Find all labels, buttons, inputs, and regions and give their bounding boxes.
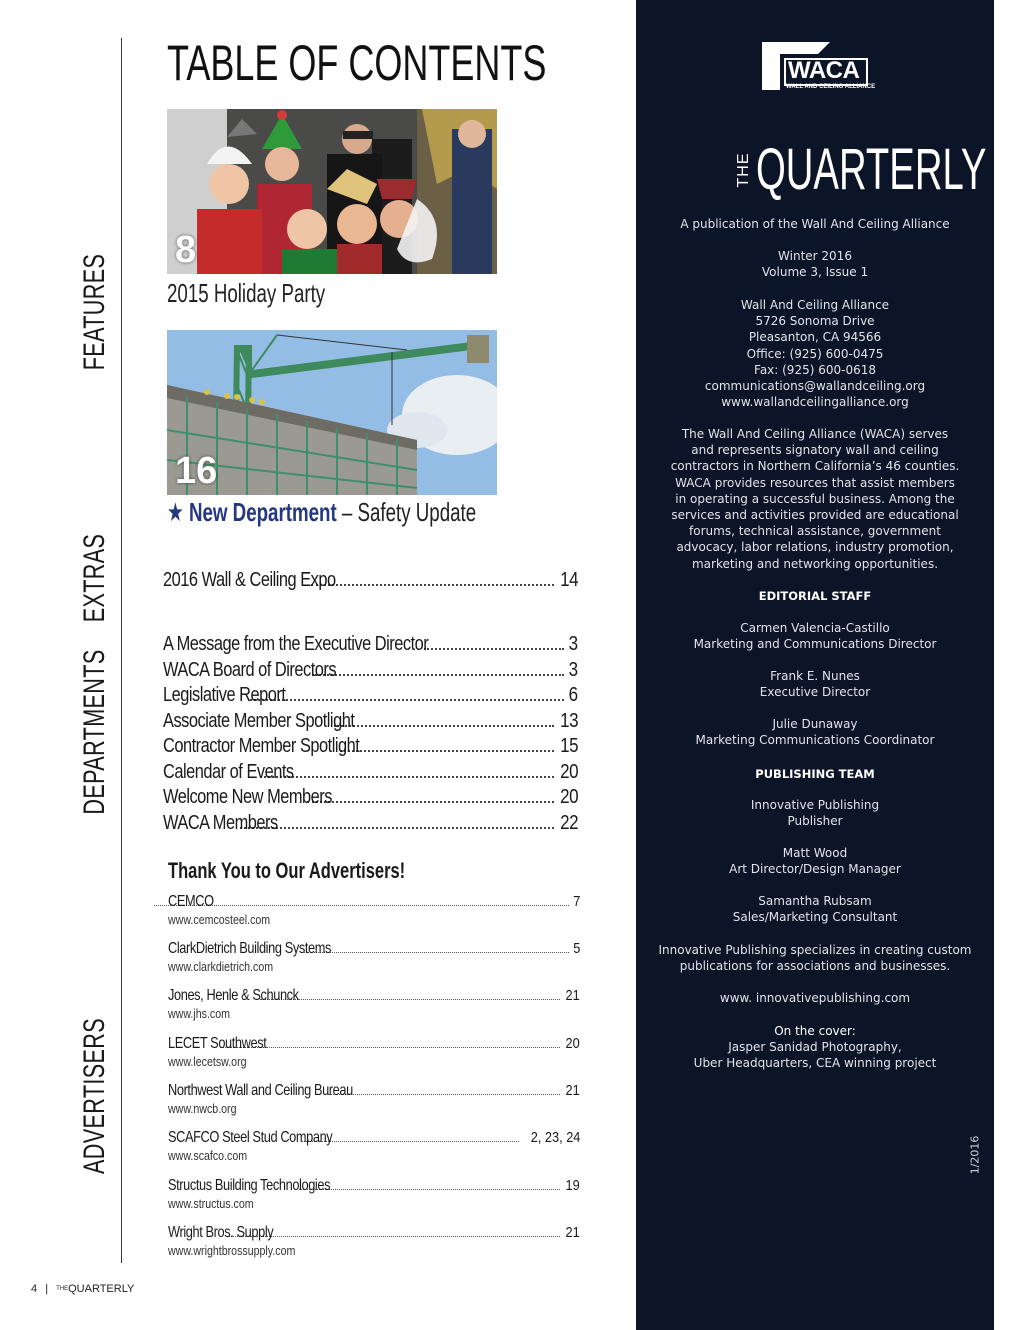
waca-logo-subtext: WALL AND CEILING ALLIANCE <box>786 84 876 90</box>
feature-caption-rest: – Safety Update <box>336 497 477 527</box>
advertiser-page: 5 <box>572 940 580 957</box>
toc-entry-expo[interactable] <box>163 569 578 592</box>
toc-entry-page: 14 <box>560 569 578 591</box>
footer-separator: | <box>45 1283 49 1295</box>
staff-entry: Frank E. Nunes Executive Director <box>759 669 871 700</box>
section-label-features: FEATURES <box>78 253 111 371</box>
toc-entry-board[interactable] <box>163 659 578 682</box>
toc-entry-label: A Message from the Executive Director <box>163 633 429 655</box>
toc-entry-label: Calendar of Events <box>163 761 294 783</box>
dot-leader <box>340 750 554 752</box>
advertiser-name: CEMCO <box>168 893 214 910</box>
advertisers-heading: Thank You to Our Advertisers! <box>168 858 406 883</box>
dot-leader <box>260 999 560 1000</box>
advertiser-url[interactable]: www.clarkdietrich.com <box>168 960 274 974</box>
advertiser-page: 2, 23, 24 <box>530 1129 580 1146</box>
toc-entry-page: 20 <box>560 786 578 808</box>
section-divider-line <box>121 38 122 1263</box>
advertiser-page: 21 <box>565 1082 580 1099</box>
advertiser-name: SCAFCO Steel Stud Company <box>168 1129 333 1146</box>
holiday-party-image <box>167 109 497 274</box>
toc-entry-label: Associate Member Spotlight <box>163 710 355 732</box>
toc-entry-page: 3 <box>569 633 578 655</box>
dot-leader <box>312 674 565 676</box>
staff-entry: Julie Dunaway Marketing Communications Coordinator <box>695 717 935 748</box>
feature-caption-safety-update[interactable] <box>167 497 476 528</box>
advertiser-url[interactable]: www.lecetsw.org <box>168 1055 247 1069</box>
advertiser-url[interactable]: www.cemcosteel.com <box>168 913 271 927</box>
dot-leader <box>311 584 554 586</box>
advertiser-entry[interactable] <box>168 940 580 974</box>
cover-heading: On the cover: <box>774 1024 856 1038</box>
footer-page-number: 4 <box>31 1283 38 1295</box>
holiday-party-photo[interactable] <box>167 109 497 274</box>
toc-entry-page: 15 <box>560 735 578 757</box>
dot-leader <box>260 776 554 778</box>
section-label-advertisers: ADVERTISERS <box>78 1017 111 1175</box>
waca-logo-text: WACA <box>788 57 860 84</box>
toc-entry-calendar[interactable] <box>163 761 578 784</box>
advertiser-url[interactable]: www.nwcb.org <box>168 1102 237 1116</box>
toc-entry-label: WACA Members <box>163 812 278 834</box>
dot-leader <box>302 1141 518 1142</box>
advertiser-url[interactable]: www.scafco.com <box>168 1149 248 1163</box>
advertiser-page: 20 <box>565 1035 580 1052</box>
page-title: TABLE OF CONTENTS <box>167 35 547 91</box>
toc-entry-page: 6 <box>569 684 578 706</box>
feature-caption-bold: New Department <box>188 497 337 527</box>
advertiser-entry[interactable] <box>168 893 580 927</box>
advertiser-name: Northwest Wall and Ceiling Bureau <box>168 1082 353 1099</box>
contact-website[interactable]: www.wallandceilingalliance.org <box>721 395 909 410</box>
advertiser-entry[interactable] <box>168 987 580 1021</box>
staff-entry: Samantha Rubsam Sales/Marketing Consultant <box>732 894 898 925</box>
staff-entry: Innovative Publishing Publisher <box>750 798 880 829</box>
advertiser-entry[interactable] <box>168 1035 580 1069</box>
dot-leader <box>299 1189 560 1190</box>
dot-leader <box>220 1047 561 1048</box>
cover-credit: On the cover: Jasper Sanidad Photography, Uber Headquarters, CEA winning project <box>636 1023 994 1072</box>
section-label-departments: DEPARTMENTS <box>78 649 111 815</box>
dot-leader <box>250 699 565 701</box>
dot-leader <box>301 952 569 953</box>
advertiser-entry[interactable] <box>168 1082 580 1116</box>
toc-entry-label: Legislative Report <box>163 684 286 706</box>
staff-entry: Carmen Valencia-Castillo Marketing and Communications Director <box>693 621 937 652</box>
advertiser-url[interactable]: www.jhs.com <box>168 1007 230 1021</box>
advertiser-entry[interactable] <box>168 1177 580 1211</box>
toc-entry-page: 20 <box>560 761 578 783</box>
toc-entry-page: 13 <box>560 710 578 732</box>
feature-page-number: 8 <box>175 229 197 271</box>
advertiser-name: Structus Building Technologies <box>168 1177 331 1194</box>
construction-photo[interactable] <box>167 330 497 495</box>
issue-code: 1/2016 <box>968 1135 982 1175</box>
footer-publication-name: QUARTERLY <box>68 1283 135 1295</box>
advertiser-page: 21 <box>565 1224 580 1241</box>
dot-leader <box>307 801 554 803</box>
advertiser-entry[interactable] <box>168 1129 580 1163</box>
toc-entry-executive-director[interactable] <box>163 633 578 656</box>
advertiser-name: ClarkDietrich Building Systems <box>168 940 331 957</box>
dot-leader <box>228 1236 560 1237</box>
section-label-extras: EXTRAS <box>78 533 111 623</box>
advertiser-page: 7 <box>572 893 580 910</box>
about-waca: The Wall And Ceiling Alliance (WACA) serves and represents signatory wall and ceiling contractors in Northern California’s 46 counties. WACA provides resources that assist members in operating a successful business. Among the services and activities provided are educational forums, technical assistance, government advocacy, labor relations, industry promotion, marketing and networking opportunities. <box>670 427 960 571</box>
contact-email[interactable]: communications@wallandceiling.org <box>704 379 926 394</box>
publisher-website[interactable]: www. innovativepublishing.com <box>719 991 911 1005</box>
toc-entry-legislative[interactable] <box>163 684 578 707</box>
publishing-team-heading: PUBLISHING TEAM <box>755 767 875 781</box>
footer-the: THE <box>56 1286 69 1293</box>
contact-address: Wall And Ceiling Alliance 5726 Sonoma Drive Pleasanton, CA 94566 Office: (925) 600-0475 Fax: (925) 600-0618 communications@wallandceiling.org www.wallandceilingalliance.org <box>636 297 994 410</box>
editorial-staff-heading: EDITORIAL STAFF <box>758 589 872 603</box>
toc-entry-label: Welcome New Members <box>163 786 332 808</box>
masthead-the: THE <box>735 152 752 188</box>
toc-entry-associate-spotlight[interactable] <box>163 710 578 733</box>
toc-entry-welcome[interactable] <box>163 786 578 809</box>
toc-entry-contractor-spotlight[interactable] <box>163 735 578 758</box>
star-icon: ★ <box>167 497 184 527</box>
feature-caption-holiday-party[interactable]: 2015 Holiday Party <box>167 278 326 308</box>
advertiser-name: LECET Southwest <box>168 1035 267 1052</box>
advertiser-url[interactable]: www.structus.com <box>168 1197 254 1211</box>
advertiser-page: 21 <box>565 987 580 1004</box>
issue-info: Winter 2016 Volume 3, Issue 1 <box>761 249 869 280</box>
dot-leader <box>240 827 553 829</box>
masthead-title: QUARTERLY <box>756 137 987 202</box>
feature-page-number: 16 <box>175 450 218 492</box>
publisher-note: Innovative Publishing specializes in creating custom publications for associations and businesses. <box>658 943 972 974</box>
toc-entry-label: WACA Board of Directors <box>163 659 337 681</box>
toc-entry-page: 3 <box>569 659 578 681</box>
toc-entry-page: 22 <box>560 812 578 834</box>
dot-leader <box>328 1094 560 1095</box>
dot-leader <box>154 905 569 906</box>
staff-entry: Matt Wood Art Director/Design Manager <box>729 846 901 877</box>
dot-leader <box>334 725 554 727</box>
page-footer <box>31 1283 134 1295</box>
publication-info-panel <box>636 0 994 1330</box>
waca-logo <box>760 40 876 94</box>
toc-entry-members[interactable] <box>163 812 578 835</box>
dot-leader <box>424 648 564 650</box>
advertiser-url[interactable]: www.wrightbrossupply.com <box>168 1244 296 1258</box>
advertiser-page: 19 <box>565 1177 580 1194</box>
advertiser-name: Jones, Henle & Schunck <box>168 987 299 1004</box>
advertiser-name: Wright Bros. Supply <box>168 1224 274 1241</box>
toc-entry-label: Contractor Member Spotlight <box>163 735 360 757</box>
toc-entry-label: 2016 Wall & Ceiling Expo <box>163 569 336 591</box>
advertiser-entry[interactable] <box>168 1224 580 1258</box>
publication-line: A publication of the Wall And Ceiling Alliance <box>680 217 950 231</box>
